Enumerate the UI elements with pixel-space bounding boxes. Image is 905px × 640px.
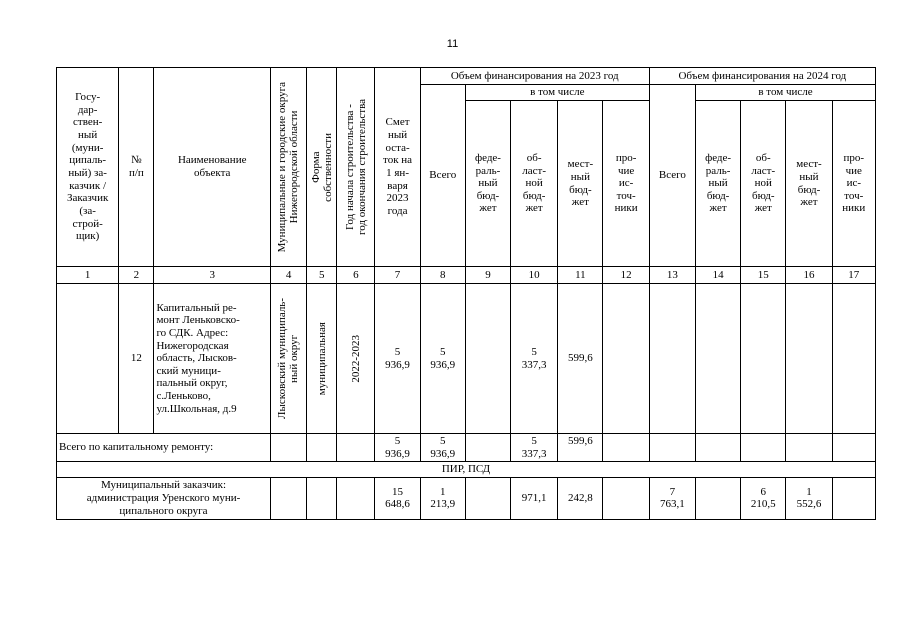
header-municipality: Муниципальные и городские округа Нижегородской области bbox=[270, 68, 306, 267]
column-number: 12 bbox=[603, 267, 649, 284]
pir-federal-2023 bbox=[465, 477, 510, 519]
object-num: 12 bbox=[119, 284, 154, 434]
total-repair-local-2023: 599,6 bbox=[558, 434, 603, 462]
object-local-2024 bbox=[786, 284, 832, 434]
pir-federal-2024 bbox=[695, 477, 740, 519]
pir-local-2024: 1 552,6 bbox=[786, 477, 832, 519]
object-total-2023: 5 936,9 bbox=[420, 284, 465, 434]
column-number-row bbox=[57, 267, 876, 284]
column-number: 4 bbox=[270, 267, 306, 284]
object-local-2023: 599,6 bbox=[558, 284, 603, 434]
pir-label: Муниципальный заказчик: администрация Уренского муни- ципального округа bbox=[57, 477, 271, 519]
column-number: 17 bbox=[832, 267, 875, 284]
header-row-1 bbox=[57, 68, 876, 85]
column-number: 2 bbox=[119, 267, 154, 284]
pir-estimate: 15 648,6 bbox=[375, 477, 420, 519]
header-total-2023: Всего bbox=[420, 85, 465, 267]
object-name: Капитальный ре- монт Леньковско- го СДК. Адрес: Нижегородская область, Лысков- ский муници- пальный округ, с.Леньково, ул.Школьная, д.9 bbox=[154, 284, 271, 434]
object-total-2024 bbox=[649, 284, 695, 434]
total-repair-label: Всего по капитальному ремонту: bbox=[57, 434, 271, 462]
pir-row bbox=[57, 477, 876, 519]
total-repair-municipality bbox=[270, 434, 306, 462]
header-regional-2024: об- ласт- ной бюд- жет bbox=[741, 101, 786, 267]
total-repair-ownership bbox=[307, 434, 337, 462]
total-repair-federal-2024 bbox=[695, 434, 740, 462]
financing-table bbox=[56, 67, 876, 520]
header-years: Год начала строительства - год окончания строительства bbox=[337, 68, 375, 267]
header-customer: Госу- дар- ствен- ный (муни- ципаль- ный) за- казчик / Заказчик (за- строй- щик) bbox=[57, 68, 119, 267]
header-ownership: Форма собственности bbox=[307, 68, 337, 267]
header-regional-2023: об- ласт- ной бюд- жет bbox=[511, 101, 558, 267]
pir-regional-2023: 971,1 bbox=[511, 477, 558, 519]
page-number: 11 bbox=[446, 38, 459, 50]
column-number: 15 bbox=[741, 267, 786, 284]
object-other-2024 bbox=[832, 284, 875, 434]
pir-other-2024 bbox=[832, 477, 875, 519]
header-object-name: Наименование объекта bbox=[154, 68, 271, 267]
total-repair-row bbox=[57, 434, 876, 462]
column-number: 8 bbox=[420, 267, 465, 284]
header-estimate-balance: Смет ный оста- ток на 1 ян- варя 2023 года bbox=[375, 68, 420, 267]
object-years: 2022-2023 bbox=[337, 284, 375, 434]
object-ownership: муниципальная bbox=[307, 284, 337, 434]
object-municipality: Лысковский муниципаль- ный округ bbox=[270, 284, 306, 434]
total-repair-total-2023: 5 936,9 bbox=[420, 434, 465, 462]
total-repair-total-2024 bbox=[649, 434, 695, 462]
column-number: 6 bbox=[337, 267, 375, 284]
pir-total-2024: 7 763,1 bbox=[649, 477, 695, 519]
pir-ownership bbox=[307, 477, 337, 519]
pir-regional-2024: 6 210,5 bbox=[741, 477, 786, 519]
object-regional-2024 bbox=[741, 284, 786, 434]
total-repair-local-2024 bbox=[786, 434, 832, 462]
header-fin-2024: Объем финансирования на 2024 год bbox=[649, 68, 875, 85]
header-num: № п/п bbox=[119, 68, 154, 267]
total-repair-other-2023 bbox=[603, 434, 649, 462]
total-repair-regional-2023: 5 337,3 bbox=[511, 434, 558, 462]
total-repair-estimate: 5 936,9 bbox=[375, 434, 420, 462]
section-pir-title: ПИР, ПСД bbox=[57, 462, 876, 478]
total-repair-other-2024 bbox=[832, 434, 875, 462]
total-repair-years bbox=[337, 434, 375, 462]
header-including-2024: в том числе bbox=[695, 85, 875, 101]
header-federal-2023: феде- раль- ный бюд- жет bbox=[465, 101, 510, 267]
header-including-2023: в том числе bbox=[465, 85, 649, 101]
pir-other-2023 bbox=[603, 477, 649, 519]
total-repair-federal-2023 bbox=[465, 434, 510, 462]
column-number: 9 bbox=[465, 267, 510, 284]
object-other-2023 bbox=[603, 284, 649, 434]
pir-years bbox=[337, 477, 375, 519]
column-number: 7 bbox=[375, 267, 420, 284]
header-total-2024: Всего bbox=[649, 85, 695, 267]
column-number: 5 bbox=[307, 267, 337, 284]
column-number: 13 bbox=[649, 267, 695, 284]
header-local-2024: мест- ный бюд- жет bbox=[786, 101, 832, 267]
column-number: 3 bbox=[154, 267, 271, 284]
pir-local-2023: 242,8 bbox=[558, 477, 603, 519]
total-repair-regional-2024 bbox=[741, 434, 786, 462]
column-number: 16 bbox=[786, 267, 832, 284]
column-number: 1 bbox=[57, 267, 119, 284]
object-customer bbox=[57, 284, 119, 434]
header-local-2023: мест- ный бюд- жет bbox=[558, 101, 603, 267]
object-regional-2023: 5 337,3 bbox=[511, 284, 558, 434]
header-federal-2024: феде- раль- ный бюд- жет bbox=[695, 101, 740, 267]
column-number: 10 bbox=[511, 267, 558, 284]
header-other-2024: про- чие ис- точ- ники bbox=[832, 101, 875, 267]
object-federal-2023 bbox=[465, 284, 510, 434]
section-pir-row bbox=[57, 462, 876, 478]
object-federal-2024 bbox=[695, 284, 740, 434]
column-number: 11 bbox=[558, 267, 603, 284]
object-estimate: 5 936,9 bbox=[375, 284, 420, 434]
column-number: 14 bbox=[695, 267, 740, 284]
pir-municipality bbox=[270, 477, 306, 519]
header-other-2023: про- чие ис- точ- ники bbox=[603, 101, 649, 267]
object-row bbox=[57, 284, 876, 434]
pir-total-2023: 1 213,9 bbox=[420, 477, 465, 519]
header-fin-2023: Объем финансирования на 2023 год bbox=[420, 68, 649, 85]
